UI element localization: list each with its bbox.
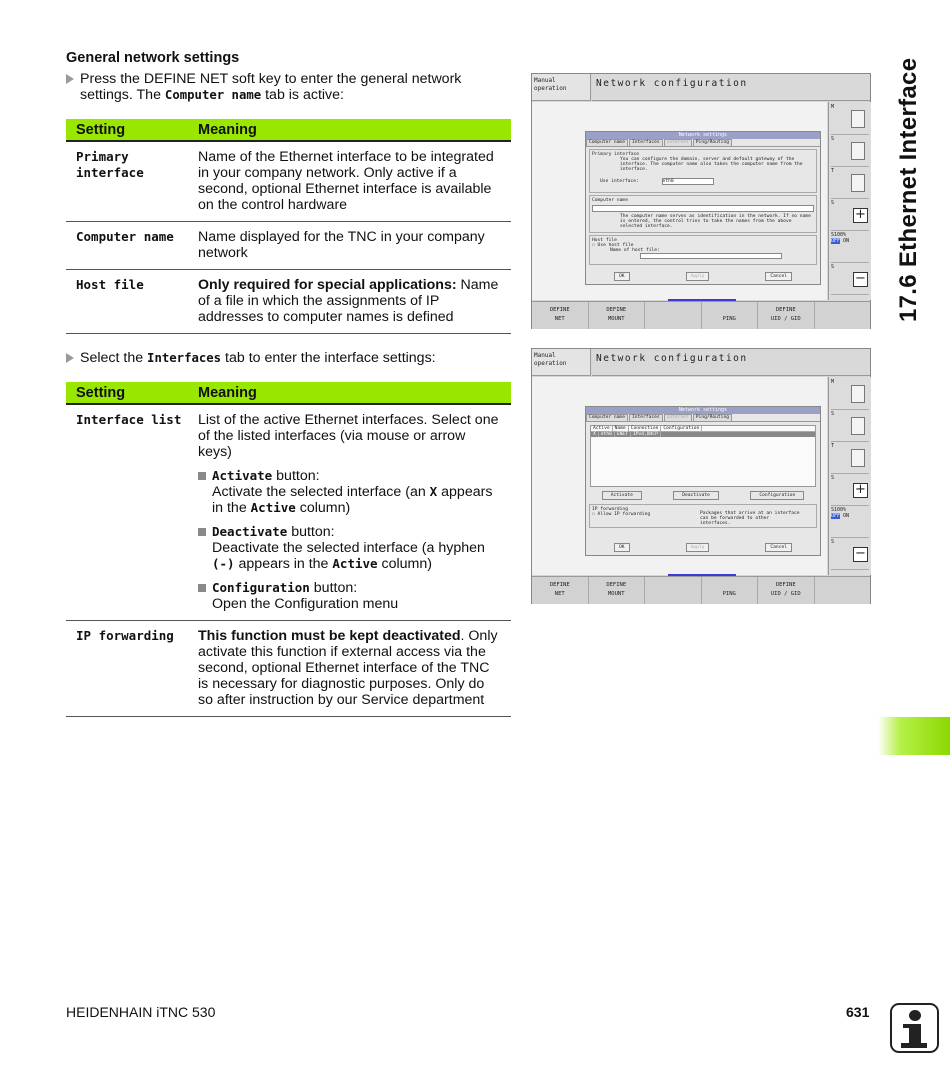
table-row: X eth0 ENET IPv4,DHCP bbox=[591, 432, 815, 437]
apply-button[interactable]: Apply bbox=[686, 543, 710, 552]
square-bullet-icon bbox=[198, 528, 206, 536]
vertical-softkeys: M S T S + S100% OFF ON S − bbox=[828, 377, 871, 575]
section-heading: General network settings bbox=[66, 50, 240, 66]
horizontal-softkeys bbox=[532, 576, 870, 604]
ok-button[interactable]: OK bbox=[614, 543, 630, 552]
tab-ping-routing[interactable]: Ping/Routing bbox=[693, 139, 732, 146]
triangle-bullet-icon bbox=[66, 74, 74, 84]
interface-select[interactable]: eth0 bbox=[662, 178, 714, 185]
chapter-side-title: 17.6 Ethernet Interface bbox=[895, 57, 922, 322]
screenshot-network-settings-interfaces: Manual operation Network configuration Network settings Computer name Interfaces Internet Ping/Routing Active Name Connection Configuration X eth0 ENET IPv4,DHCP Activate Deactivate Configuration IP forwarding ☐ Allow IP forwarding Packages that arrive at an interface can be forwarded to other interfaces. OK Apply Cancel M S T S + S100% OFF ON S − DEFINE NET DEFINE MOUNT PING DEFINE UID / GID bbox=[531, 348, 871, 604]
tab-internet[interactable]: Internet bbox=[664, 414, 692, 421]
page-number: 631 bbox=[846, 1004, 870, 1020]
cancel-button[interactable]: Cancel bbox=[765, 543, 792, 552]
table-row: IP forwarding This function must be kept deactivated. Only activate this function if external access via the second, optional Ethernet interface of the TNC is necessary for diagnostic purposes. Only do so after instruction by our Service department bbox=[66, 621, 511, 717]
deactivate-button[interactable]: Deactivate bbox=[673, 491, 719, 500]
tab-computer-name[interactable]: Computer name bbox=[586, 414, 628, 421]
network-settings-dialog: Network settings Computer name Interfaces Internet Ping/Routing Active Name Connection Configuration X eth0 ENET IPv4,DHCP Activate Deactivate Configuration IP forwarding ☐ Allow IP forwarding Packages that arrive at an interface can be forwarded to other interfaces. OK Apply Cancel bbox=[585, 406, 821, 556]
define-net-softkey[interactable]: DEFINE NET bbox=[532, 302, 589, 329]
screenshot-network-settings-computer-name: Manual operation Network configuration Network settings Computer name Interfaces Internet Ping/Routing Primary interface You can configure the domain, server and default gateway of the interface. The computer name also takes the computer name from the interface. Use interface: eth0 Computer name The computer name serves as identification in the network. If no name is entered, the control tries to take the names from the above selected interface. Host file ☐ Use host file Name of host file: OK Apply Cancel M S T S + S100% OFF ON S − DEFINE NET DEFINE MOUNT PING DEFINE UID / GID bbox=[531, 73, 871, 329]
chapter-tab-marker bbox=[878, 717, 950, 755]
configuration-button[interactable]: Configuration bbox=[750, 491, 804, 500]
define-mount-softkey[interactable]: DEFINE MOUNT bbox=[589, 577, 646, 604]
allow-ip-forwarding-checkbox[interactable]: Allow IP forwarding bbox=[597, 512, 651, 517]
info-icon bbox=[890, 1003, 939, 1053]
table-row: Primary interface Name of the Ethernet interface to be integrated in your company network. Only active if a second, optional Ethernet interface is available on the control hardware bbox=[66, 141, 511, 222]
activate-button[interactable]: Activate bbox=[602, 491, 642, 500]
table-row: Host file Only required for special applications: Name of a file in which the assignments of IP addresses to computer names is defined bbox=[66, 270, 511, 334]
footer-product-name: HEIDENHAIN iTNC 530 bbox=[66, 1004, 216, 1020]
column-header-meaning: Meaning bbox=[198, 382, 511, 404]
computer-name-input[interactable] bbox=[592, 205, 814, 212]
apply-button[interactable]: Apply bbox=[686, 272, 710, 281]
list-item: Configuration button: Open the Configuration menu bbox=[198, 580, 503, 612]
define-net-softkey[interactable]: DEFINE NET bbox=[532, 577, 589, 604]
define-mount-softkey[interactable]: DEFINE MOUNT bbox=[589, 302, 646, 329]
column-header-setting: Setting bbox=[66, 382, 198, 404]
network-settings-dialog: Network settings Computer name Interfaces Internet Ping/Routing Primary interface You can configure the domain, server and default gateway of the interface. The computer name also takes the computer name from the interface. Use interface: eth0 Computer name The computer name serves as identification in the network. If no name is entered, the control tries to take the names from the above selected interface. Host file ☐ Use host file Name of host file: OK Apply Cancel bbox=[585, 131, 821, 285]
ok-button[interactable]: OK bbox=[614, 272, 630, 281]
define-uid-gid-softkey[interactable]: DEFINE UID / GID bbox=[758, 302, 815, 329]
list-item: Deactivate button: Deactivate the selected interface (a hyphen (-) appears in the Active column) bbox=[198, 524, 503, 572]
main-content bbox=[66, 50, 511, 733]
settings-table-general bbox=[66, 119, 511, 334]
list-item: Activate button: Activate the selected interface (an X appears in the Active column) bbox=[198, 468, 503, 516]
square-bullet-icon bbox=[198, 584, 206, 592]
cancel-button[interactable]: Cancel bbox=[765, 272, 792, 281]
column-header-setting: Setting bbox=[66, 119, 198, 141]
tab-interfaces[interactable]: Interfaces bbox=[629, 139, 663, 146]
screen-title: Network configuration bbox=[592, 349, 870, 376]
define-uid-gid-softkey[interactable]: DEFINE UID / GID bbox=[758, 577, 815, 604]
tab-internet[interactable]: Internet bbox=[664, 139, 692, 146]
ping-softkey[interactable]: PING bbox=[702, 302, 759, 329]
table-row: Computer name Name displayed for the TNC in your company network bbox=[66, 222, 511, 270]
screen-title: Network configuration bbox=[592, 74, 870, 101]
settings-table-interfaces bbox=[66, 382, 511, 717]
tab-computer-name[interactable]: Computer name bbox=[586, 139, 628, 146]
interface-list[interactable]: Active Name Connection Configuration X eth0 ENET IPv4,DHCP bbox=[590, 425, 816, 487]
tab-interfaces[interactable]: Interfaces bbox=[629, 414, 663, 421]
table-row: Interface list List of the active Ethernet interfaces. Select one of the listed interfaces (via mouse or arrow keys) Activate button: Activate the selected interface (an X appears in the Active column) Deactivate button: Deactivate the selected interface (a hyphen (-) appears in the Active column) Configuration button: Open the Configuration menu bbox=[66, 404, 511, 621]
column-header-meaning: Meaning bbox=[198, 119, 511, 141]
host-file-input[interactable] bbox=[640, 253, 782, 259]
use-host-file-checkbox[interactable]: Use host file bbox=[597, 243, 634, 248]
square-bullet-icon bbox=[198, 472, 206, 480]
instruction-define-net: Press the DEFINE NET soft key to enter the general network settings. The Computer name tab is active: bbox=[66, 71, 511, 103]
triangle-bullet-icon bbox=[66, 353, 74, 363]
ping-softkey[interactable]: PING bbox=[702, 577, 759, 604]
tab-ping-routing[interactable]: Ping/Routing bbox=[693, 414, 732, 421]
instruction-interfaces-tab: Select the Interfaces tab to enter the interface settings: bbox=[66, 350, 511, 366]
vertical-softkeys: M S T S + S100% OFF ON S − bbox=[828, 102, 871, 300]
horizontal-softkeys bbox=[532, 301, 870, 329]
